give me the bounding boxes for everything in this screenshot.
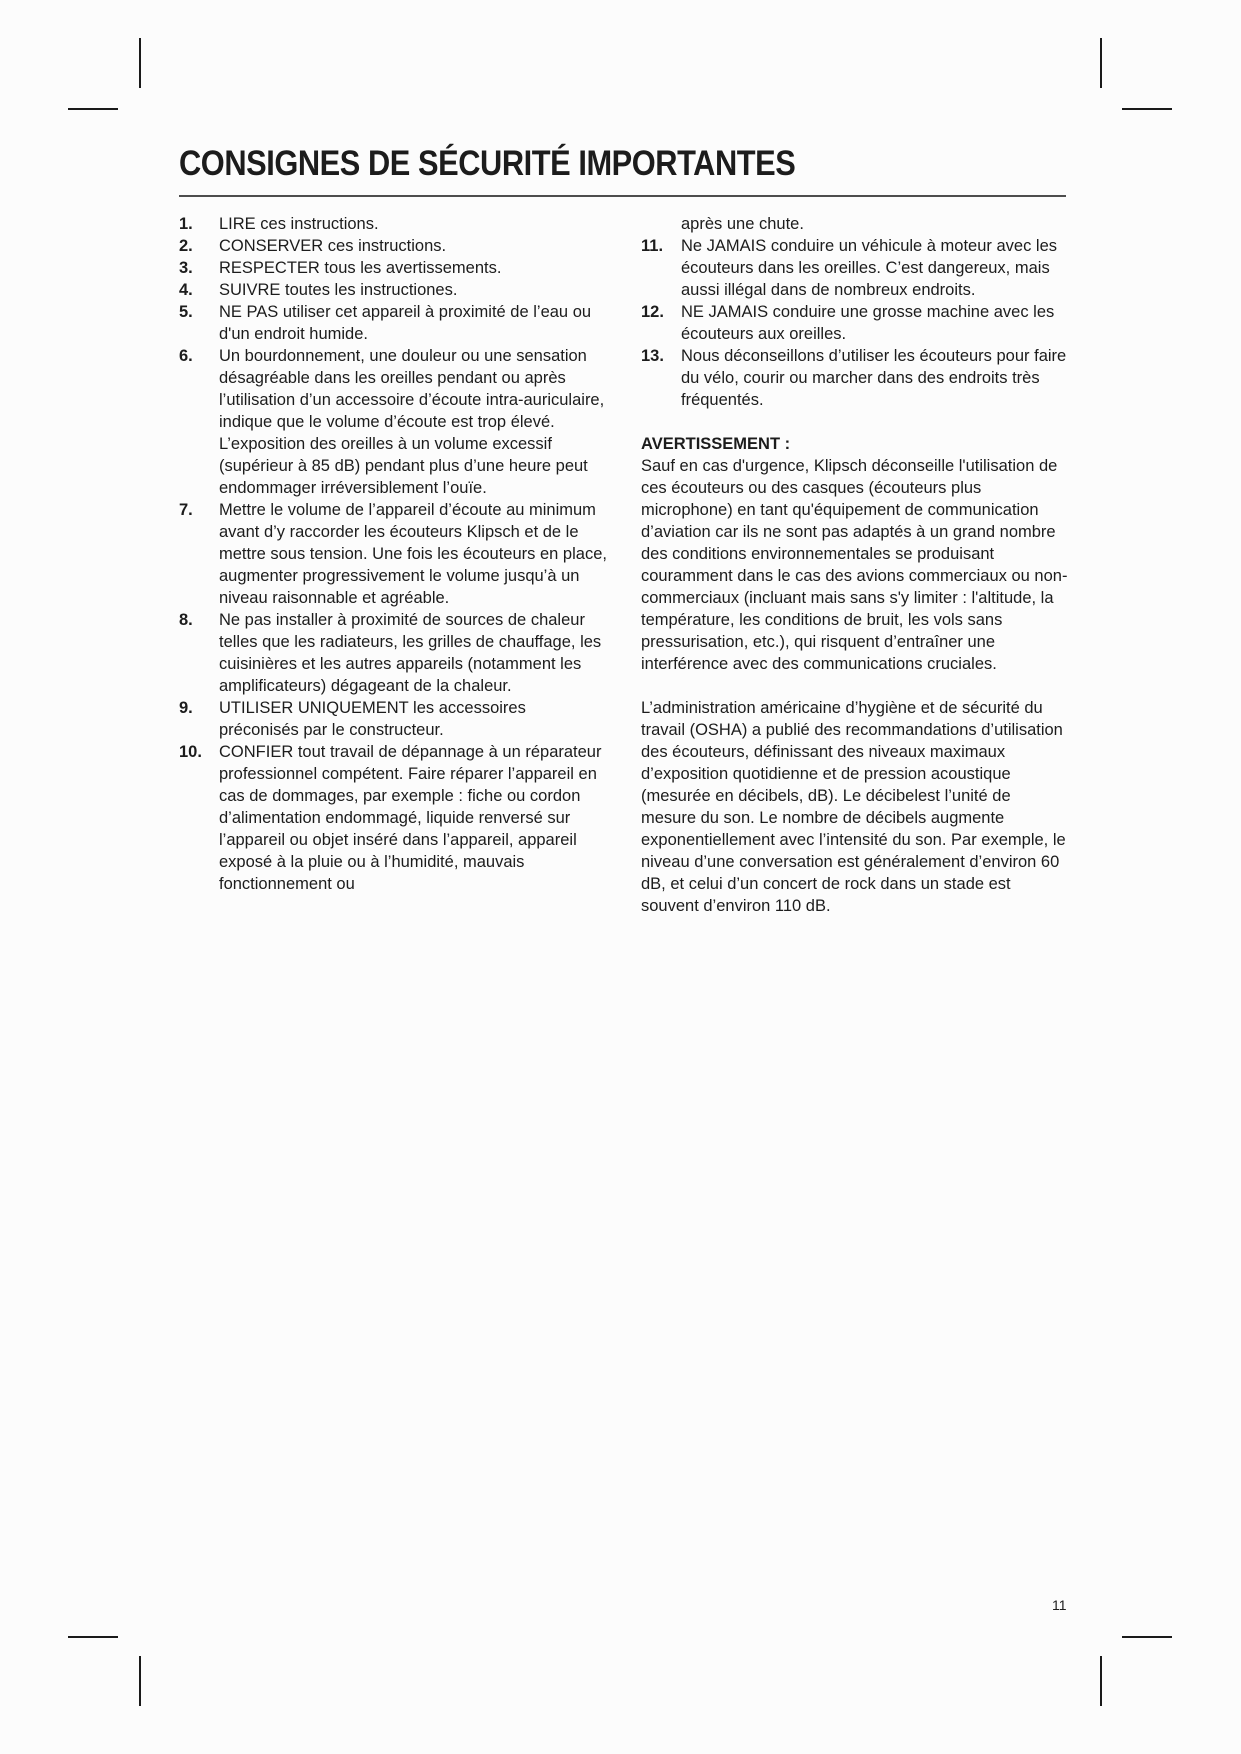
instruction-item bbox=[179, 301, 609, 345]
crop-mark-top-left-horizontal bbox=[68, 108, 118, 110]
item-number: 13. bbox=[641, 347, 664, 365]
instruction-item bbox=[179, 235, 609, 257]
page-title: CONSIGNES DE SÉCURITÉ IMPORTANTES bbox=[179, 144, 796, 183]
instruction-item bbox=[179, 345, 609, 499]
instruction-item bbox=[641, 345, 1069, 411]
item-number: 2. bbox=[179, 237, 193, 255]
warning-paragraph: Sauf en cas d'urgence, Klipsch déconseille l'utilisation de ces écouteurs ou des casques (écouteurs plus microphone) en tant qu'équipement de communication d’aviation car ils ne sont pas adaptés à un grand nombre des conditions environnementales se produisant couramment dans le cas des avions commerciaux ou non-commerciaux (incluant mais sans s'y limiter : l'altitude, la température, les conditions de bruit, les vols sans pressurisation, etc.), qui risquent d’entraîner une interférence avec des communications cruciales. bbox=[641, 457, 1068, 673]
right-column bbox=[641, 213, 1069, 917]
item-number: 7. bbox=[179, 501, 193, 519]
instruction-item bbox=[179, 697, 609, 741]
page-number: 11 bbox=[1052, 1597, 1067, 1613]
item-text: UTILISER UNIQUEMENT les accessoires préconisés par le constructeur. bbox=[219, 699, 526, 739]
crop-mark-top-left-vertical bbox=[139, 38, 141, 88]
item-text: CONFIER tout travail de dépannage à un réparateur professionnel compétent. Faire réparer l’appareil en cas de dommages, par exemple : fiche ou cordon d’alimentation endommagé, liquide renversé sur l’appareil ou objet inséré dans l’appareil, appareil exposé à la pluie ou à l’humidité, mauvais fonctionnement ou bbox=[219, 743, 602, 893]
title-underline bbox=[179, 195, 1066, 197]
instruction-list-part-1 bbox=[179, 213, 609, 895]
instruction-item bbox=[179, 741, 609, 895]
instruction-item bbox=[179, 257, 609, 279]
item-text: Mettre le volume de l’appareil d’écoute au minimum avant d’y raccorder les écouteurs Klipsch et de le mettre sous tension. Une fois les écouteurs en place, augmenter progressivement le volume jusqu’à un niveau raisonnable et agréable. bbox=[219, 501, 607, 607]
osha-paragraph: L’administration américaine d’hygiène et de sécurité du travail (OSHA) a publié des recommandations d’utilisation des écouteurs, définissant des niveaux maximaux d’exposition quotidienne et de pression acoustique (mesurée en décibels, dB). Le décibelest l’unité de mesure du son. Le nombre de décibels augmente exponentiellement avec l’intensité du son. Par exemple, le niveau d’une conversation est généralement d’environ 60 dB, et celui d’un concert de rock dans un stade est souvent d’environ 110 dB. bbox=[641, 699, 1066, 915]
item-text: NE JAMAIS conduire une grosse machine avec les écouteurs aux oreilles. bbox=[681, 303, 1055, 343]
item-number: 6. bbox=[179, 347, 193, 365]
instruction-item bbox=[641, 235, 1069, 301]
item-number: 12. bbox=[641, 303, 664, 321]
item-number: 10. bbox=[179, 743, 202, 761]
crop-mark-bottom-right-horizontal bbox=[1122, 1636, 1172, 1638]
item-text: Nous déconseillons d’utiliser les écouteurs pour faire du vélo, courir ou marcher dans des endroits très fréquentés. bbox=[681, 347, 1067, 409]
item-text: Ne pas installer à proximité de sources de chaleur telles que les radiateurs, les grilles de chauffage, les cuisinières et les autres appareils (notamment les amplificateurs) dégageant de la chaleur. bbox=[219, 611, 602, 695]
item-text: LIRE ces instructions. bbox=[219, 215, 379, 233]
crop-mark-bottom-right-vertical bbox=[1100, 1656, 1102, 1706]
item-text: SUIVRE toutes les instructiones. bbox=[219, 281, 458, 299]
instruction-item bbox=[641, 301, 1069, 345]
instruction-item bbox=[179, 499, 609, 609]
crop-mark-top-right-horizontal bbox=[1122, 108, 1172, 110]
left-column bbox=[179, 213, 609, 895]
item-number: 1. bbox=[179, 215, 193, 233]
item-text: RESPECTER tous les avertissements. bbox=[219, 259, 502, 277]
instruction-continuation: après une chute. bbox=[681, 215, 804, 233]
item-text: Ne JAMAIS conduire un véhicule à moteur avec les écouteurs dans les oreilles. C’est dangereux, mais aussi illégal dans de nombreux endroits. bbox=[681, 237, 1058, 299]
item-text: CONSERVER ces instructions. bbox=[219, 237, 447, 255]
item-number: 4. bbox=[179, 281, 193, 299]
crop-mark-top-right-vertical bbox=[1100, 38, 1102, 88]
item-number: 3. bbox=[179, 259, 193, 277]
warning-heading: AVERTISSEMENT : bbox=[641, 435, 791, 453]
item-number: 5. bbox=[179, 303, 193, 321]
item-number: 9. bbox=[179, 699, 193, 717]
item-number: 11. bbox=[641, 237, 664, 255]
item-number: 8. bbox=[179, 611, 193, 629]
instruction-list-part-2 bbox=[641, 235, 1069, 411]
instruction-item bbox=[179, 609, 609, 697]
item-text: Un bourdonnement, une douleur ou une sensation désagréable dans les oreilles pendant ou après l’utilisation d’un accessoire d’écoute intra-auriculaire, indique que le volume d’écoute est trop élevé. L’exposition des oreilles à un volume excessif (supérieur à 85 dB) pendant plus d’une heure peut endommager irréversiblement l’ouïe. bbox=[219, 347, 605, 497]
instruction-item bbox=[179, 213, 609, 235]
item-text: NE PAS utiliser cet appareil à proximité de l’eau ou d'un endroit humide. bbox=[219, 303, 592, 343]
instruction-item bbox=[179, 279, 609, 301]
crop-mark-bottom-left-horizontal bbox=[68, 1636, 118, 1638]
crop-mark-bottom-left-vertical bbox=[139, 1656, 141, 1706]
